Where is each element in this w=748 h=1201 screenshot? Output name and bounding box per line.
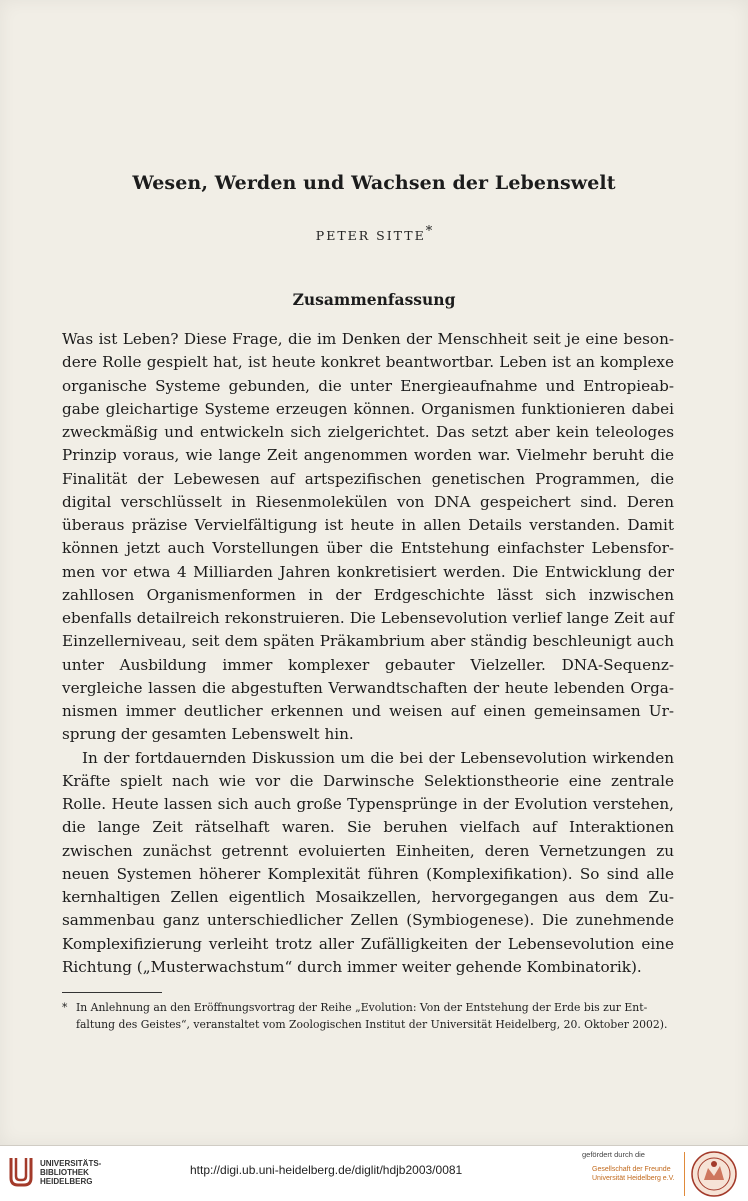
footnote-mark: * (62, 1001, 68, 1014)
footnote (62, 999, 674, 1033)
permalink-url[interactable]: http://digi.ub.uni-heidelberg.de/diglit/hdjb2003/0081 (190, 1163, 463, 1177)
sponsor-label: gefördert durch die (582, 1150, 645, 1159)
library-name-line-1: UNIVERSITÄTS- (40, 1159, 102, 1168)
library-logo-icon (8, 1154, 34, 1188)
sponsor-divider (684, 1152, 685, 1196)
author-footnote-mark: * (425, 224, 433, 239)
article-title: Wesen, Werden und Wachsen der Lebenswelt (132, 172, 616, 194)
footnote-line-1 (62, 999, 674, 1016)
library-name-line-2: BIBLIOTHEK (40, 1168, 89, 1177)
abstract-body (62, 328, 674, 979)
footnote-line-2: faltung des Geistes“, veranstaltet vom Zoologischen Institut der Universität Heidelberg, 20. Oktober 2002). (76, 1018, 668, 1031)
footnote-text-1: In Anlehnung an den Eröffnungsvortrag der Reihe „Evolution: Von der Entstehung der Erde bis zur Ent- (76, 1001, 648, 1014)
library-name-line-3: HEIDELBERG (40, 1177, 93, 1186)
sponsor-name-line-1: Gesellschaft der Freunde (592, 1166, 671, 1173)
sponsor-name (592, 1165, 675, 1183)
university-seal-icon (690, 1150, 738, 1198)
sponsor-name-line-2: Universität Heidelberg e.V. (592, 1175, 675, 1182)
paragraph-2: In der fortdauernden Diskussion um die bei der Lebensevolution wirkenden Kräfte spielt nach wie vor die Darwinsche Selektionstheorie eine zentrale Rolle. Heute lassen sich auch große Typensprünge in der Evolution verstehen, die lange Zeit rätselhaft waren. Sie beruhen vielfach auf Interaktionen zwischen zunächst getrennt evoluierten Einheiten, deren Vernetzungen zu neuen Systemen höherer Komplexität führen (Komplexifikation). So sind alle kernhaltigen Zellen eigentlich Mosaikzellen, hervorgegangen aus dem Zusammenbau ganz unterschiedlicher Zellen (Symbiogenese). Die zunehmende Komplexifizierung verleiht trotz aller Zufälligkeiten der Lebensevolution eine Richtung („Musterwachstum“ durch immer weiter gehende Kombinatorik). (62, 748, 674, 976)
author-name (0, 224, 748, 243)
paragraph-1: Was ist Leben? Diese Frage, die im Denken der Menschheit seit je eine besondere Rolle gespielt hat, ist heute konkret beantwortbar. Leben ist an komplexe organische Systeme gebunden, die unter Energieaufnahme und Entropieabgabe gleichartige Systeme erzeugen können. Organismen funktionieren dabei zweckmäßig und entwickeln sich zielgerichtet. Das setzt aber kein teleologes Prinzip voraus, wie lange Zeit angenommen worden war. Vielmehr beruht die Finalität der Lebewesen auf artspezifischen genetischen Programmen, die digital verschlüsselt in Riesenmolekülen von DNA gespeichert sind. Deren überaus präzise Vervielfältigung ist heute in allen Details verstanden. Damit können jetzt auch Vorstellungen über die Entstehung einfachster Lebensformen vor etwa 4 Milliarden Jahren konkretisiert werden. Die Entwicklung der zahllosen Organismenformen in der Erdgeschichte lässt sich inzwischen ebenfalls detailreich rekonstruieren. Die Lebensevolution verlief lange Zeit auf Einzellerniveau, seit dem späten Präkambrium aber ständig beschleunigt auch unter Ausbildung immer komplexer gebauter Vielzeller. DNA-Sequenzvergleiche lassen die abgestuften Verwandtschaften der heute lebenden Organismen immer deutlicher erkennen und weisen auf einen gemeinsamen Ursprung der gesamten Lebenswelt hin. (62, 330, 674, 744)
footer-bar (0, 1145, 748, 1201)
author-text: PETER SITTE (315, 228, 426, 244)
section-heading: Zusammenfassung (292, 290, 456, 309)
library-name (40, 1159, 101, 1186)
footnote-divider (62, 992, 162, 993)
